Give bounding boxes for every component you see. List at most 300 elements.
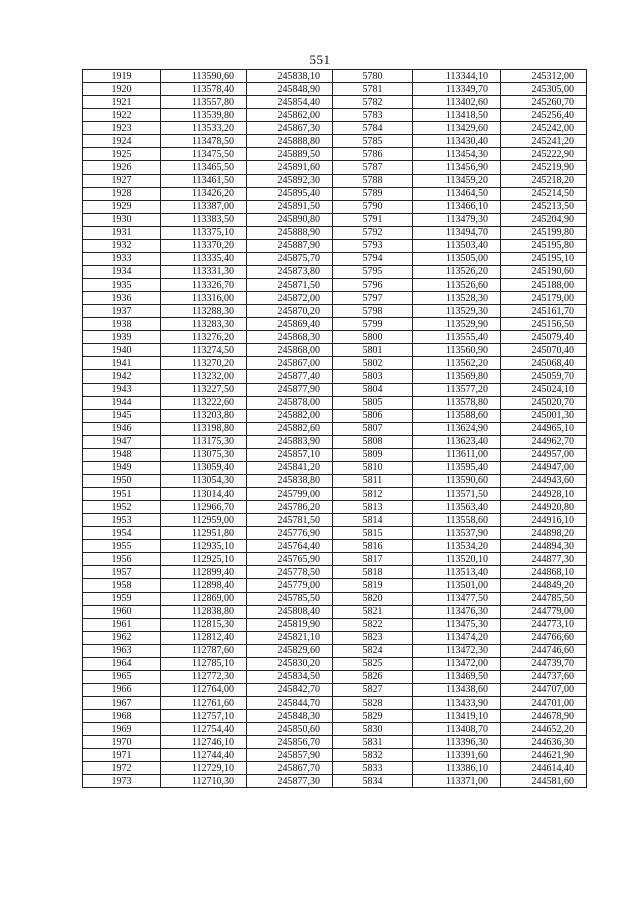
y-coordinate-left: 245890,80: [247, 213, 333, 226]
x-coordinate-right: 113577,20: [413, 383, 501, 396]
point-number-left: 1955: [83, 540, 161, 553]
point-number-left: 1928: [83, 187, 161, 200]
x-coordinate-left: 112757,10: [161, 710, 247, 723]
x-coordinate-left: 113276,20: [161, 331, 247, 344]
x-coordinate-left: 113335,40: [161, 252, 247, 265]
point-number-left: 1938: [83, 318, 161, 331]
y-coordinate-left: 245856,70: [247, 736, 333, 749]
x-coordinate-right: 113501,00: [413, 579, 501, 592]
y-coordinate-right: 244581,60: [501, 775, 587, 788]
y-coordinate-right: 245020,70: [501, 396, 587, 409]
y-coordinate-left: 245882,00: [247, 409, 333, 422]
y-coordinate-left: 245891,50: [247, 200, 333, 213]
point-number-right: 5795: [333, 265, 413, 278]
x-coordinate-right: 113438,60: [413, 683, 501, 696]
table-row: [83, 187, 587, 200]
table-row: [83, 514, 587, 527]
x-coordinate-left: 113198,80: [161, 422, 247, 435]
y-coordinate-left: 245776,90: [247, 527, 333, 540]
x-coordinate-left: 113075,30: [161, 448, 247, 461]
point-number-left: 1922: [83, 109, 161, 122]
table-row: [83, 174, 587, 187]
point-number-right: 5831: [333, 736, 413, 749]
point-number-right: 5780: [333, 70, 413, 83]
x-coordinate-left: 113227,50: [161, 383, 247, 396]
x-coordinate-right: 113503,40: [413, 239, 501, 252]
point-number-left: 1957: [83, 566, 161, 579]
point-number-right: 5781: [333, 83, 413, 96]
x-coordinate-left: 112746,10: [161, 736, 247, 749]
point-number-right: 5807: [333, 422, 413, 435]
y-coordinate-right: 244920,80: [501, 501, 587, 514]
y-coordinate-left: 245877,90: [247, 383, 333, 396]
point-number-left: 1954: [83, 527, 161, 540]
y-coordinate-right: 244707,00: [501, 683, 587, 696]
x-coordinate-left: 113557,80: [161, 96, 247, 109]
x-coordinate-left: 112764,00: [161, 683, 247, 696]
y-coordinate-left: 245857,90: [247, 749, 333, 762]
x-coordinate-right: 113595,40: [413, 461, 501, 474]
y-coordinate-right: 244746,60: [501, 644, 587, 657]
point-number-left: 1967: [83, 697, 161, 710]
x-coordinate-right: 113391,60: [413, 749, 501, 762]
x-coordinate-left: 112754,40: [161, 723, 247, 736]
table-row: [83, 527, 587, 540]
x-coordinate-right: 113349,70: [413, 83, 501, 96]
y-coordinate-right: 245195,10: [501, 252, 587, 265]
point-number-right: 5787: [333, 161, 413, 174]
y-coordinate-right: 245241,20: [501, 135, 587, 148]
point-number-left: 1936: [83, 292, 161, 305]
point-number-right: 5828: [333, 697, 413, 710]
point-number-right: 5825: [333, 657, 413, 670]
point-number-right: 5833: [333, 762, 413, 775]
point-number-right: 5816: [333, 540, 413, 553]
x-coordinate-left: 112959,00: [161, 514, 247, 527]
y-coordinate-right: 245059,70: [501, 370, 587, 383]
y-coordinate-left: 245857,10: [247, 448, 333, 461]
x-coordinate-right: 113624,90: [413, 422, 501, 435]
y-coordinate-left: 245785,50: [247, 592, 333, 605]
table-row: [83, 736, 587, 749]
x-coordinate-right: 113433,90: [413, 697, 501, 710]
y-coordinate-right: 245156,50: [501, 318, 587, 331]
point-number-left: 1972: [83, 762, 161, 775]
point-number-right: 5813: [333, 501, 413, 514]
y-coordinate-left: 245892,30: [247, 174, 333, 187]
x-coordinate-left: 113331,30: [161, 265, 247, 278]
point-number-left: 1927: [83, 174, 161, 187]
table-row: [83, 657, 587, 670]
table-row: [83, 605, 587, 618]
y-coordinate-right: 245219,90: [501, 161, 587, 174]
y-coordinate-left: 245888,90: [247, 226, 333, 239]
point-number-right: 5823: [333, 631, 413, 644]
table-row: [83, 279, 587, 292]
x-coordinate-left: 113426,20: [161, 187, 247, 200]
y-coordinate-left: 245867,30: [247, 122, 333, 135]
x-coordinate-right: 113588,60: [413, 409, 501, 422]
y-coordinate-left: 245870,20: [247, 305, 333, 318]
point-number-right: 5805: [333, 396, 413, 409]
y-coordinate-left: 245848,90: [247, 83, 333, 96]
point-number-right: 5806: [333, 409, 413, 422]
table-row: [83, 370, 587, 383]
point-number-left: 1961: [83, 618, 161, 631]
y-coordinate-left: 245882,60: [247, 422, 333, 435]
point-number-right: 5796: [333, 279, 413, 292]
table-row: [83, 357, 587, 370]
point-number-left: 1923: [83, 122, 161, 135]
y-coordinate-right: 245195,80: [501, 239, 587, 252]
y-coordinate-left: 245841,20: [247, 461, 333, 474]
point-number-left: 1932: [83, 239, 161, 252]
x-coordinate-left: 113383,50: [161, 213, 247, 226]
table-row: [83, 109, 587, 122]
x-coordinate-left: 113059,40: [161, 461, 247, 474]
y-coordinate-left: 245871,50: [247, 279, 333, 292]
table-row: [83, 83, 587, 96]
y-coordinate-left: 245872,00: [247, 292, 333, 305]
point-number-left: 1937: [83, 305, 161, 318]
table-row: [83, 435, 587, 448]
point-number-left: 1959: [83, 592, 161, 605]
x-coordinate-left: 113370,20: [161, 239, 247, 252]
x-coordinate-right: 113526,20: [413, 265, 501, 278]
point-number-right: 5800: [333, 331, 413, 344]
y-coordinate-left: 245848,30: [247, 710, 333, 723]
x-coordinate-right: 113472,00: [413, 657, 501, 670]
y-coordinate-left: 245889,50: [247, 148, 333, 161]
x-coordinate-right: 113459,20: [413, 174, 501, 187]
table-row: [83, 579, 587, 592]
y-coordinate-left: 245868,00: [247, 344, 333, 357]
table-row: [83, 618, 587, 631]
table-row: [83, 265, 587, 278]
table-row: [83, 96, 587, 109]
y-coordinate-right: 245260,70: [501, 96, 587, 109]
point-number-right: 5822: [333, 618, 413, 631]
point-number-right: 5792: [333, 226, 413, 239]
table-row: [83, 161, 587, 174]
point-number-right: 5818: [333, 566, 413, 579]
x-coordinate-right: 113408,70: [413, 723, 501, 736]
x-coordinate-left: 113533,20: [161, 122, 247, 135]
x-coordinate-left: 113375,10: [161, 226, 247, 239]
x-coordinate-right: 113558,60: [413, 514, 501, 527]
y-coordinate-left: 245869,40: [247, 318, 333, 331]
y-coordinate-right: 245256,40: [501, 109, 587, 122]
y-coordinate-right: 245222,90: [501, 148, 587, 161]
x-coordinate-right: 113418,50: [413, 109, 501, 122]
table-row: [83, 501, 587, 514]
x-coordinate-left: 113203,80: [161, 409, 247, 422]
table-row: [83, 670, 587, 683]
y-coordinate-right: 245001,30: [501, 409, 587, 422]
x-coordinate-left: 113461,50: [161, 174, 247, 187]
point-number-left: 1965: [83, 670, 161, 683]
table-row: [83, 540, 587, 553]
y-coordinate-left: 245868,30: [247, 331, 333, 344]
table-row: [83, 592, 587, 605]
x-coordinate-right: 113529,30: [413, 305, 501, 318]
y-coordinate-right: 244962,70: [501, 435, 587, 448]
point-number-left: 1964: [83, 657, 161, 670]
point-number-left: 1960: [83, 605, 161, 618]
x-coordinate-right: 113505,00: [413, 252, 501, 265]
y-coordinate-left: 245842,70: [247, 683, 333, 696]
point-number-right: 5829: [333, 710, 413, 723]
point-number-left: 1924: [83, 135, 161, 148]
table-row: [83, 710, 587, 723]
x-coordinate-left: 112869,00: [161, 592, 247, 605]
y-coordinate-right: 245199,80: [501, 226, 587, 239]
y-coordinate-right: 245024,10: [501, 383, 587, 396]
table-row: [83, 135, 587, 148]
x-coordinate-right: 113494,70: [413, 226, 501, 239]
table-row: [83, 723, 587, 736]
page-number: 551: [309, 52, 331, 67]
point-number-right: 5834: [333, 775, 413, 788]
point-number-right: 5817: [333, 553, 413, 566]
table-row: [83, 566, 587, 579]
point-number-left: 1920: [83, 83, 161, 96]
table-row: [83, 631, 587, 644]
y-coordinate-right: 244785,50: [501, 592, 587, 605]
y-coordinate-left: 245850,60: [247, 723, 333, 736]
y-coordinate-right: 244678,90: [501, 710, 587, 723]
x-coordinate-left: 113270,20: [161, 357, 247, 370]
point-number-left: 1969: [83, 723, 161, 736]
point-number-left: 1952: [83, 501, 161, 514]
point-number-right: 5811: [333, 474, 413, 487]
point-number-left: 1963: [83, 644, 161, 657]
point-number-right: 5824: [333, 644, 413, 657]
y-coordinate-right: 244849,20: [501, 579, 587, 592]
point-number-right: 5830: [333, 723, 413, 736]
y-coordinate-right: 244898,20: [501, 527, 587, 540]
table-row: [83, 318, 587, 331]
x-coordinate-right: 113469,50: [413, 670, 501, 683]
point-number-right: 5786: [333, 148, 413, 161]
table-row: [83, 644, 587, 657]
y-coordinate-right: 244894,30: [501, 540, 587, 553]
point-number-right: 5803: [333, 370, 413, 383]
point-number-left: 1935: [83, 279, 161, 292]
x-coordinate-right: 113563,40: [413, 501, 501, 514]
y-coordinate-left: 245838,10: [247, 70, 333, 83]
x-coordinate-left: 113475,50: [161, 148, 247, 161]
y-coordinate-right: 245242,00: [501, 122, 587, 135]
point-number-left: 1953: [83, 514, 161, 527]
point-number-left: 1930: [83, 213, 161, 226]
point-number-left: 1941: [83, 357, 161, 370]
y-coordinate-right: 244868,10: [501, 566, 587, 579]
x-coordinate-right: 113578,80: [413, 396, 501, 409]
y-coordinate-left: 245888,80: [247, 135, 333, 148]
x-coordinate-left: 113232,00: [161, 370, 247, 383]
x-coordinate-right: 113513,40: [413, 566, 501, 579]
point-number-left: 1951: [83, 488, 161, 501]
point-number-right: 5814: [333, 514, 413, 527]
x-coordinate-left: 113283,30: [161, 318, 247, 331]
x-coordinate-right: 113590,60: [413, 474, 501, 487]
y-coordinate-right: 245079,40: [501, 331, 587, 344]
point-number-right: 5783: [333, 109, 413, 122]
x-coordinate-right: 113371,00: [413, 775, 501, 788]
point-number-left: 1931: [83, 226, 161, 239]
x-coordinate-left: 113175,30: [161, 435, 247, 448]
table-row: [83, 762, 587, 775]
point-number-right: 5804: [333, 383, 413, 396]
y-coordinate-left: 245834,50: [247, 670, 333, 683]
x-coordinate-right: 113537,90: [413, 527, 501, 540]
x-coordinate-right: 113571,50: [413, 488, 501, 501]
point-number-right: 5785: [333, 135, 413, 148]
point-number-right: 5788: [333, 174, 413, 187]
y-coordinate-left: 245867,70: [247, 762, 333, 775]
x-coordinate-right: 113402,60: [413, 96, 501, 109]
y-coordinate-left: 245887,90: [247, 239, 333, 252]
point-number-left: 1966: [83, 683, 161, 696]
x-coordinate-left: 112838,80: [161, 605, 247, 618]
y-coordinate-right: 244739,70: [501, 657, 587, 670]
table-row: [83, 213, 587, 226]
x-coordinate-left: 113590,60: [161, 70, 247, 83]
y-coordinate-left: 245765,90: [247, 553, 333, 566]
y-coordinate-left: 245867,00: [247, 357, 333, 370]
x-coordinate-right: 113344,10: [413, 70, 501, 83]
x-coordinate-right: 113526,60: [413, 279, 501, 292]
y-coordinate-left: 245838,80: [247, 474, 333, 487]
point-number-left: 1950: [83, 474, 161, 487]
table-row: [83, 148, 587, 161]
x-coordinate-right: 113475,30: [413, 618, 501, 631]
x-coordinate-left: 113222,60: [161, 396, 247, 409]
y-coordinate-right: 244957,00: [501, 448, 587, 461]
y-coordinate-right: 244947,00: [501, 461, 587, 474]
x-coordinate-left: 113054,30: [161, 474, 247, 487]
table-row: [83, 252, 587, 265]
x-coordinate-left: 113539,80: [161, 109, 247, 122]
point-number-left: 1925: [83, 148, 161, 161]
y-coordinate-left: 245764,40: [247, 540, 333, 553]
point-number-left: 1942: [83, 370, 161, 383]
x-coordinate-right: 113474,20: [413, 631, 501, 644]
point-number-left: 1949: [83, 461, 161, 474]
y-coordinate-right: 245213,50: [501, 200, 587, 213]
y-coordinate-left: 245779,00: [247, 579, 333, 592]
y-coordinate-right: 244737,60: [501, 670, 587, 683]
x-coordinate-right: 113528,30: [413, 292, 501, 305]
table-row: [83, 305, 587, 318]
x-coordinate-left: 113288,30: [161, 305, 247, 318]
x-coordinate-left: 113316,00: [161, 292, 247, 305]
y-coordinate-left: 245829,60: [247, 644, 333, 657]
y-coordinate-right: 244965,10: [501, 422, 587, 435]
x-coordinate-left: 112899,40: [161, 566, 247, 579]
x-coordinate-right: 113454,30: [413, 148, 501, 161]
table-row: [83, 775, 587, 788]
x-coordinate-left: 113274,50: [161, 344, 247, 357]
y-coordinate-right: 245070,40: [501, 344, 587, 357]
point-number-right: 5826: [333, 670, 413, 683]
table-row: [83, 422, 587, 435]
point-number-left: 1948: [83, 448, 161, 461]
point-number-left: 1970: [83, 736, 161, 749]
x-coordinate-right: 113555,40: [413, 331, 501, 344]
point-number-right: 5798: [333, 305, 413, 318]
point-number-left: 1947: [83, 435, 161, 448]
y-coordinate-left: 245883,90: [247, 435, 333, 448]
y-coordinate-right: 244701,00: [501, 697, 587, 710]
point-number-left: 1933: [83, 252, 161, 265]
point-number-right: 5801: [333, 344, 413, 357]
x-coordinate-left: 112898,40: [161, 579, 247, 592]
y-coordinate-left: 245873,80: [247, 265, 333, 278]
point-number-right: 5789: [333, 187, 413, 200]
x-coordinate-left: 112729,10: [161, 762, 247, 775]
table-row: [83, 461, 587, 474]
point-number-left: 1946: [83, 422, 161, 435]
y-coordinate-left: 245875,70: [247, 252, 333, 265]
y-coordinate-right: 245161,70: [501, 305, 587, 318]
table-row: [83, 697, 587, 710]
x-coordinate-left: 112772,30: [161, 670, 247, 683]
point-number-right: 5794: [333, 252, 413, 265]
point-number-right: 5815: [333, 527, 413, 540]
y-coordinate-right: 245190,60: [501, 265, 587, 278]
y-coordinate-left: 245895,40: [247, 187, 333, 200]
y-coordinate-right: 244621,90: [501, 749, 587, 762]
y-coordinate-left: 245799,00: [247, 488, 333, 501]
x-coordinate-left: 112744,40: [161, 749, 247, 762]
y-coordinate-left: 245877,30: [247, 775, 333, 788]
x-coordinate-left: 112710,30: [161, 775, 247, 788]
table-row: [83, 292, 587, 305]
y-coordinate-left: 245878,00: [247, 396, 333, 409]
point-number-left: 1934: [83, 265, 161, 278]
point-number-left: 1973: [83, 775, 161, 788]
point-number-right: 5808: [333, 435, 413, 448]
y-coordinate-left: 245854,40: [247, 96, 333, 109]
x-coordinate-right: 113623,40: [413, 435, 501, 448]
x-coordinate-left: 113465,50: [161, 161, 247, 174]
y-coordinate-right: 244614,40: [501, 762, 587, 775]
x-coordinate-left: 112966,70: [161, 501, 247, 514]
table-row: [83, 683, 587, 696]
point-number-left: 1929: [83, 200, 161, 213]
x-coordinate-left: 113578,40: [161, 83, 247, 96]
y-coordinate-right: 245179,00: [501, 292, 587, 305]
y-coordinate-right: 244779,00: [501, 605, 587, 618]
y-coordinate-right: 244928,10: [501, 488, 587, 501]
x-coordinate-right: 113396,30: [413, 736, 501, 749]
point-number-right: 5784: [333, 122, 413, 135]
x-coordinate-right: 113429,60: [413, 122, 501, 135]
x-coordinate-right: 113386,10: [413, 762, 501, 775]
table-row: [83, 344, 587, 357]
table-row: [83, 474, 587, 487]
y-coordinate-left: 245844,70: [247, 697, 333, 710]
y-coordinate-right: 245218,20: [501, 174, 587, 187]
x-coordinate-left: 113326,70: [161, 279, 247, 292]
point-number-left: 1939: [83, 331, 161, 344]
point-number-left: 1956: [83, 553, 161, 566]
point-number-right: 5797: [333, 292, 413, 305]
point-number-right: 5782: [333, 96, 413, 109]
point-number-left: 1944: [83, 396, 161, 409]
